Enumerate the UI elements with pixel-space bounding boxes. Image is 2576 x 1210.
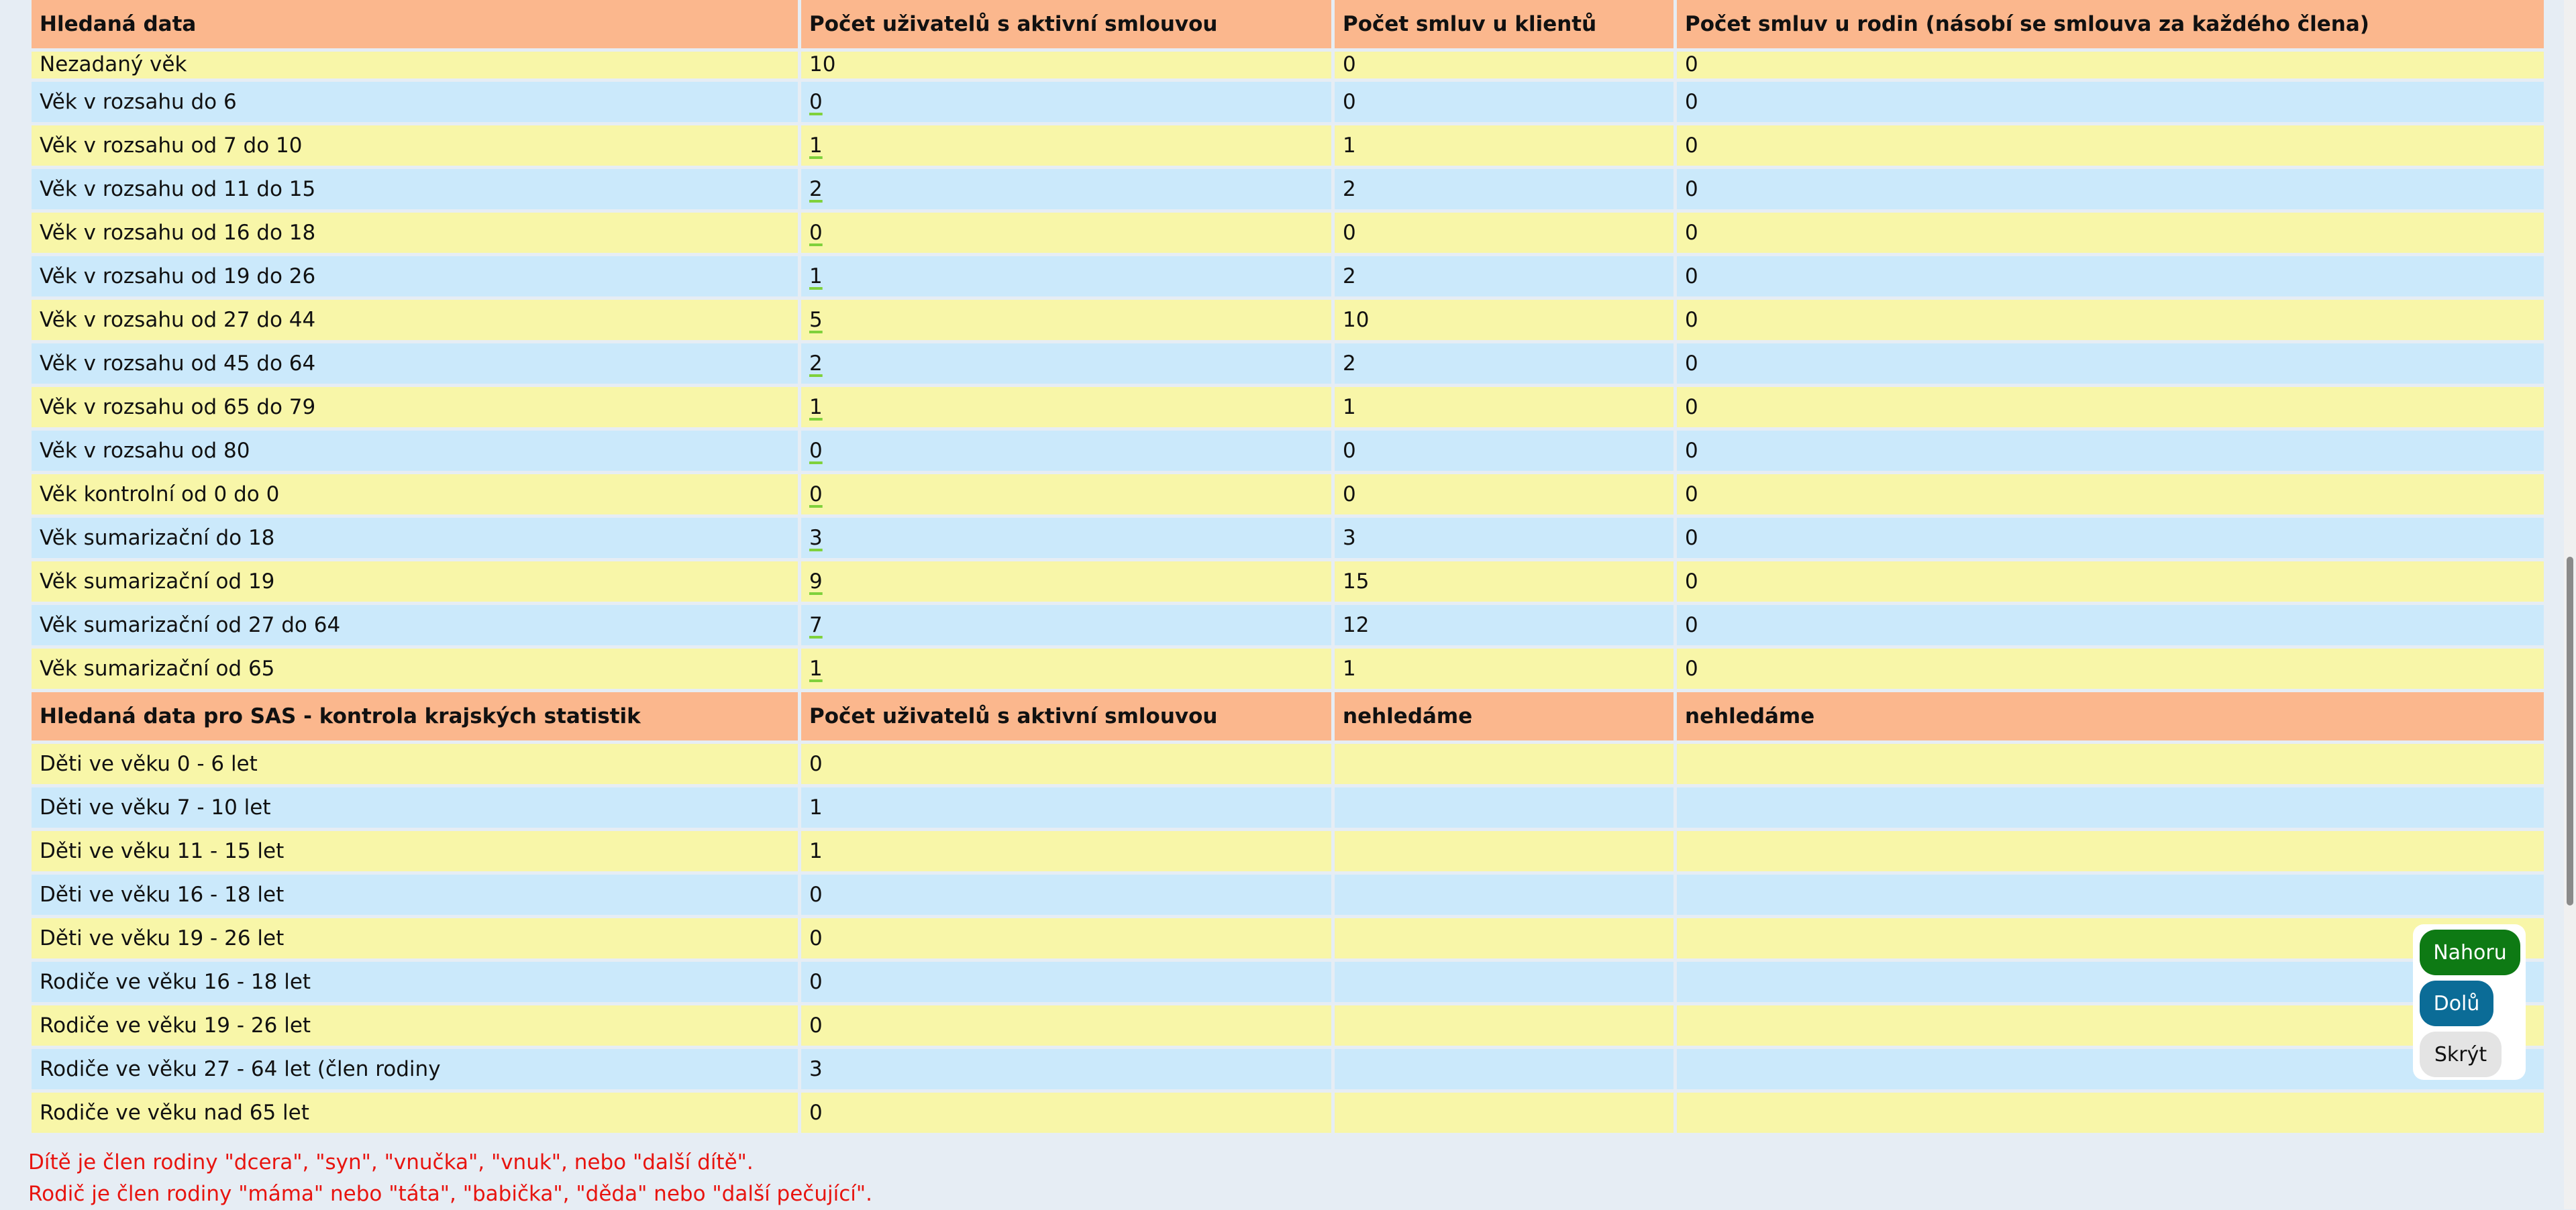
users-count-cell [801,82,1331,122]
users-count-link[interactable]: 1 [809,133,823,158]
client-contracts-cell: 2 [1335,343,1673,384]
users-count-link[interactable]: 5 [809,308,823,332]
empty-cell [1335,962,1673,1002]
note-parent-definition: Rodič je člen rodiny "máma" nebo "táta", "babička", "děda" nebo "další pečující". [28,1182,872,1206]
family-contracts-cell: 0 [1677,649,2544,689]
empty-cell [1335,875,1673,915]
table-row [32,605,2544,645]
sas-table-row [32,1093,2544,1133]
client-contracts-cell: 2 [1335,256,1673,296]
users-count-link[interactable]: 2 [809,177,823,201]
empty-cell [1335,787,1673,828]
row-label: Nezadaný věk [32,52,798,78]
sas-users-count: 0 [801,962,1331,1002]
empty-cell [1335,1093,1673,1133]
header-sas-data: Hledaná data pro SAS - kontrola krajských statistik [32,692,798,740]
scroll-nav-panel [2413,924,2526,1080]
empty-cell [1677,831,2544,871]
sas-table-row [32,1005,2544,1046]
users-count-cell [801,605,1331,645]
row-label: Věk sumarizační od 19 [32,561,798,602]
users-count-link[interactable]: 1 [809,395,823,419]
row-label: Věk v rozsahu do 6 [32,82,798,122]
family-contracts-cell: 0 [1677,518,2544,558]
empty-cell [1335,1005,1673,1046]
table-row [32,52,2544,78]
header-not-searched-2: nehledáme [1677,692,2544,740]
note-child-definition: Dítě je člen rodiny "dcera", "syn", "vnučka", "vnuk", nebo "další dítě". [28,1150,754,1174]
client-contracts-cell: 1 [1335,125,1673,166]
row-label: Věk v rozsahu od 80 [32,431,798,471]
users-count-cell [801,169,1331,209]
empty-cell [1335,1049,1673,1089]
sas-users-count: 3 [801,1049,1331,1089]
sas-table-row [32,787,2544,828]
users-count-link[interactable]: 2 [809,351,823,376]
header-searched-data: Hledaná data [32,0,798,48]
statistics-table-container [28,0,2547,1136]
sas-row-label: Rodiče ve věku 27 - 64 let (člen rodiny [32,1049,798,1089]
sas-users-count: 0 [801,918,1331,958]
client-contracts-cell: 0 [1335,82,1673,122]
sas-row-label: Rodiče ve věku nad 65 let [32,1093,798,1133]
client-contracts-cell: 0 [1335,213,1673,253]
table-row [32,125,2544,166]
family-contracts-cell: 0 [1677,52,2544,78]
table-row [32,82,2544,122]
users-count-link[interactable]: 1 [809,657,823,681]
vertical-scrollbar[interactable] [2564,0,2576,1209]
family-contracts-cell: 0 [1677,343,2544,384]
family-contracts-cell: 0 [1677,169,2544,209]
row-label: Věk v rozsahu od 19 do 26 [32,256,798,296]
table-header-row [32,0,2544,48]
header-client-contracts: Počet smluv u klientů [1335,0,1673,48]
hide-panel-button[interactable]: Skrýt [2420,1032,2502,1077]
client-contracts-cell: 0 [1335,52,1673,78]
users-count-cell [801,387,1331,427]
sas-row-label: Děti ve věku 11 - 15 let [32,831,798,871]
table-row [32,169,2544,209]
table-row [32,561,2544,602]
users-count-link[interactable]: 1 [809,264,823,288]
legend-notes [28,1147,872,1210]
users-count-cell [801,256,1331,296]
sas-table-row [32,875,2544,915]
table-row [32,431,2544,471]
sas-row-label: Rodiče ve věku 16 - 18 let [32,962,798,1002]
sas-table-row [32,918,2544,958]
users-count-link[interactable]: 9 [809,569,823,594]
scrollbar-thumb[interactable] [2567,557,2573,905]
users-count-link[interactable]: 0 [809,439,823,463]
scroll-down-button[interactable]: Dolů [2420,981,2493,1026]
family-contracts-cell: 0 [1677,431,2544,471]
users-count-link[interactable]: 0 [809,90,823,114]
empty-cell [1335,918,1673,958]
users-count-link[interactable]: 3 [809,526,823,550]
client-contracts-cell: 1 [1335,387,1673,427]
table-row [32,213,2544,253]
table-row [32,649,2544,689]
users-count-link[interactable]: 0 [809,221,823,245]
client-contracts-cell: 15 [1335,561,1673,602]
table-row [32,387,2544,427]
row-label: Věk v rozsahu od 27 do 44 [32,300,798,340]
family-contracts-cell: 0 [1677,605,2544,645]
sas-header-row [32,692,2544,740]
row-label: Věk v rozsahu od 45 do 64 [32,343,798,384]
client-contracts-cell: 12 [1335,605,1673,645]
sas-users-count: 1 [801,787,1331,828]
sas-users-count: 1 [801,831,1331,871]
table-row [32,256,2544,296]
sas-users-count: 0 [801,1005,1331,1046]
family-contracts-cell: 0 [1677,561,2544,602]
users-count-cell [801,213,1331,253]
header-family-contracts: Počet smluv u rodin (násobí se smlouva za každého člena) [1677,0,2544,48]
users-count-cell [801,125,1331,166]
table-row [32,300,2544,340]
scroll-up-button[interactable]: Nahoru [2420,930,2520,975]
users-count-cell [801,474,1331,514]
sas-row-label: Děti ve věku 7 - 10 let [32,787,798,828]
empty-cell [1677,744,2544,784]
client-contracts-cell: 0 [1335,474,1673,514]
header-active-users: Počet uživatelů s aktivní smlouvou [801,0,1331,48]
users-count-cell [801,561,1331,602]
sas-row-label: Rodiče ve věku 19 - 26 let [32,1005,798,1046]
family-contracts-cell: 0 [1677,300,2544,340]
users-count-cell [801,431,1331,471]
table-row [32,518,2544,558]
sas-row-label: Děti ve věku 0 - 6 let [32,744,798,784]
header-not-searched-1: nehledáme [1335,692,1673,740]
family-contracts-cell: 0 [1677,125,2544,166]
row-label: Věk kontrolní od 0 do 0 [32,474,798,514]
family-contracts-cell: 0 [1677,213,2544,253]
users-count-cell [801,300,1331,340]
empty-cell [1335,831,1673,871]
sas-row-label: Děti ve věku 19 - 26 let [32,918,798,958]
row-label: Věk v rozsahu od 7 do 10 [32,125,798,166]
sas-table-row [32,1049,2544,1089]
sas-users-count: 0 [801,744,1331,784]
row-label: Věk sumarizační do 18 [32,518,798,558]
sas-row-label: Děti ve věku 16 - 18 let [32,875,798,915]
sas-table-row [32,831,2544,871]
empty-cell [1677,1093,2544,1133]
client-contracts-cell: 3 [1335,518,1673,558]
users-count-link: 10 [809,52,836,76]
row-label: Věk v rozsahu od 65 do 79 [32,387,798,427]
users-count-cell [801,52,1331,78]
users-count-cell [801,343,1331,384]
sas-table-row [32,744,2544,784]
table-row [32,474,2544,514]
family-contracts-cell: 0 [1677,82,2544,122]
users-count-cell [801,518,1331,558]
sas-table-row [32,962,2544,1002]
row-label: Věk sumarizační od 27 do 64 [32,605,798,645]
empty-cell [1335,744,1673,784]
family-contracts-cell: 0 [1677,256,2544,296]
sas-users-count: 0 [801,1093,1331,1133]
sas-users-count: 0 [801,875,1331,915]
users-count-link[interactable]: 0 [809,482,823,506]
client-contracts-cell: 1 [1335,649,1673,689]
users-count-link[interactable]: 7 [809,613,823,637]
row-label: Věk sumarizační od 65 [32,649,798,689]
table-row [32,343,2544,384]
family-contracts-cell: 0 [1677,474,2544,514]
client-contracts-cell: 2 [1335,169,1673,209]
empty-cell [1677,875,2544,915]
statistics-table [28,0,2547,1136]
family-contracts-cell: 0 [1677,387,2544,427]
users-count-cell [801,649,1331,689]
client-contracts-cell: 0 [1335,431,1673,471]
client-contracts-cell: 10 [1335,300,1673,340]
empty-cell [1677,787,2544,828]
row-label: Věk v rozsahu od 16 do 18 [32,213,798,253]
header-sas-active-users: Počet uživatelů s aktivní smlouvou [801,692,1331,740]
row-label: Věk v rozsahu od 11 do 15 [32,169,798,209]
